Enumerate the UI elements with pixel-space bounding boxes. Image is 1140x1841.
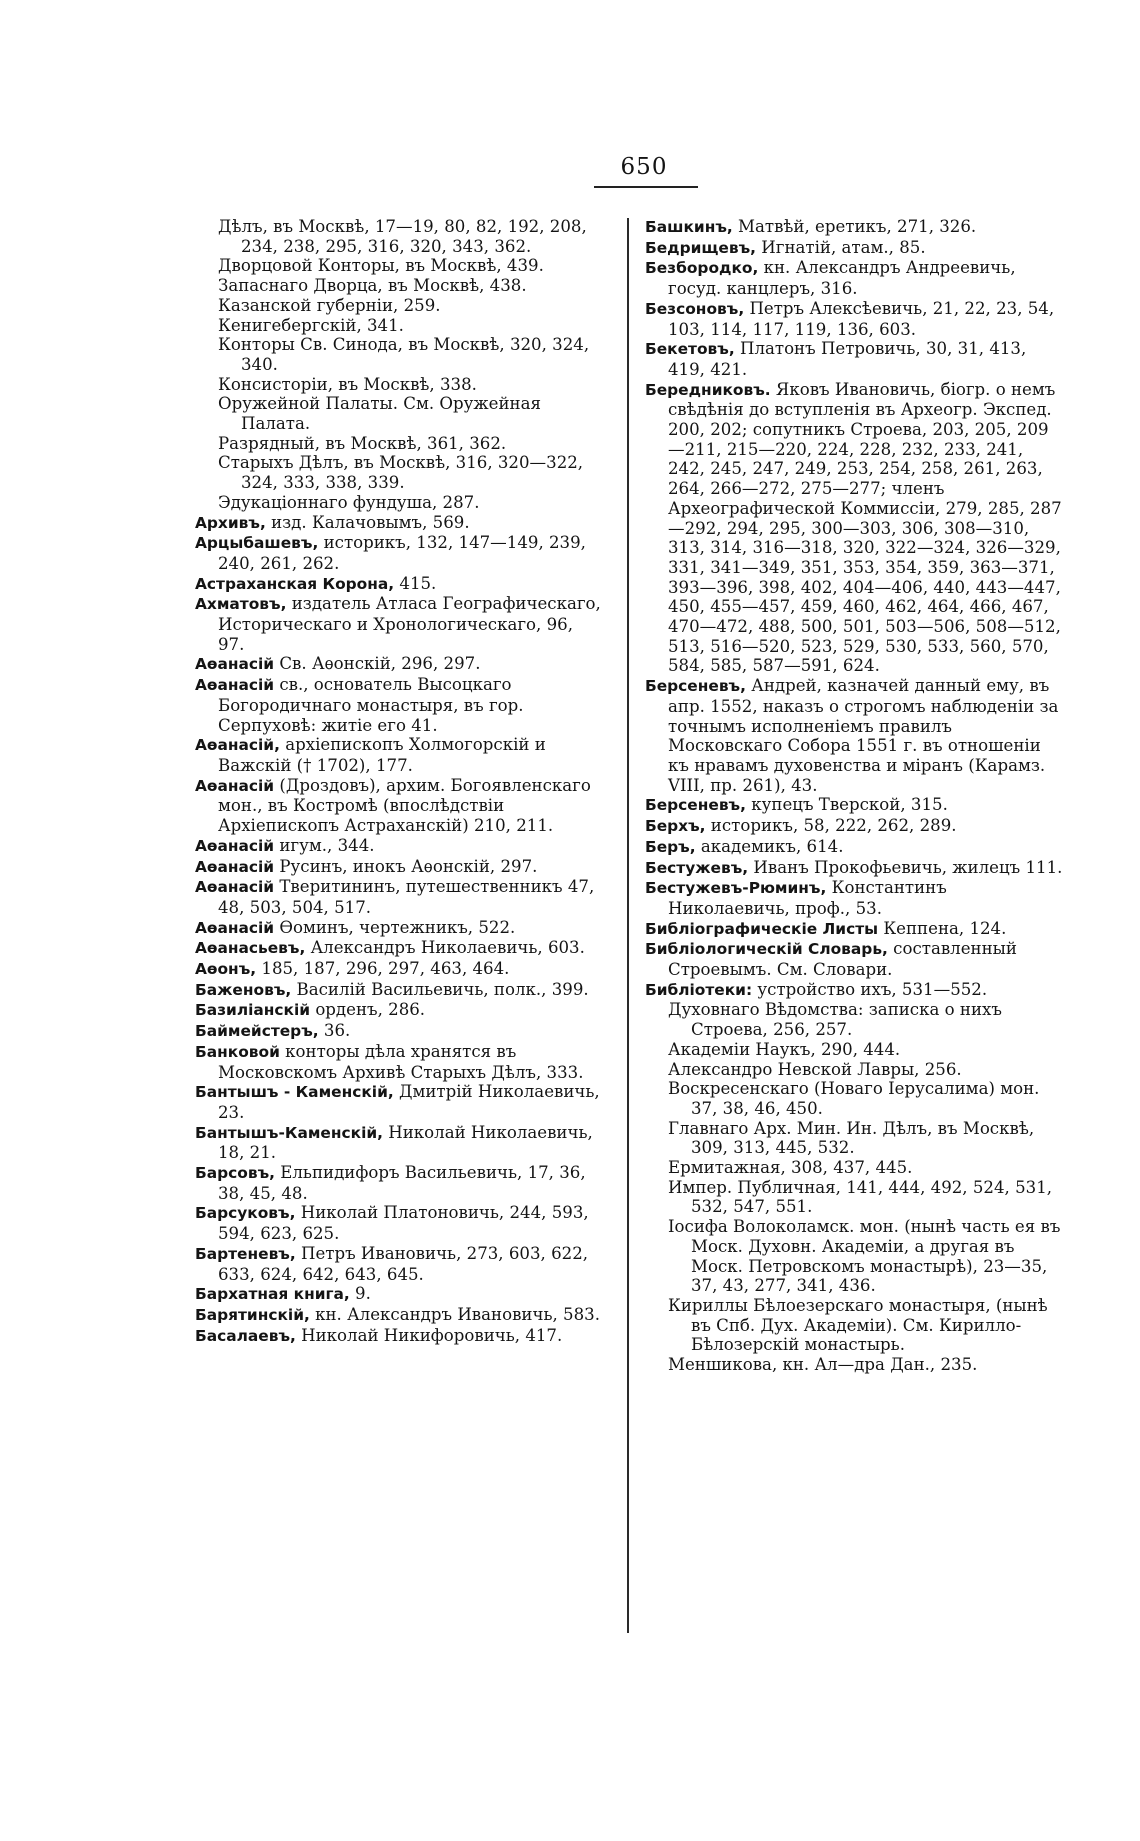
entry-text: Дворцовой Конторы, въ Москвѣ, 439. [218,256,544,276]
entry-headword: Аѳанасій [195,776,275,795]
index-entry [195,1284,601,1305]
entry-text: Матвѣй, еретикъ, 271, 326. [732,217,977,236]
index-entry [645,238,1065,259]
index-entry [195,1163,601,1203]
entry-headword: Базиліанскій [195,1001,311,1020]
entry-text: Ѳоминъ, чертежникъ, 522. [274,917,516,937]
entry-headword: Басалаевъ, [195,1326,296,1345]
index-entry [195,675,601,735]
entry-text: Меншикова, кн. Ал—дра Дан., 235. [668,1355,978,1375]
index-entry [195,594,601,654]
entry-text: Василій Васильевичь, полк., 399. [291,979,589,999]
index-entry [195,959,601,980]
index-entry [645,837,1065,858]
index-entry [645,258,1065,298]
entry-text: составленный Строевымъ. См. Словари. [668,939,1017,980]
index-entry [195,1305,601,1326]
index-column-right [645,217,1065,1375]
index-entry [645,939,1065,979]
entry-text: Главнаго Арх. Мин. Ин. Дѣлъ, въ Москвѣ, 309, 313, 445, 532. [668,1118,1035,1158]
column-divider [627,218,629,1633]
entry-text: издатель Атласа Географическаго, Историческаго и Хронологическаго, 96, 97. [218,594,601,654]
index-subentry [218,276,601,296]
index-entry [195,1203,601,1243]
index-entry [195,877,601,917]
entry-headword: Бантышъ-Каменскій, [195,1123,383,1142]
index-subentry [218,493,601,513]
entry-text: Старыхъ Дѣлъ, въ Москвѣ, 316, 320—322, 324, 333, 338, 339. [218,453,584,493]
entry-headword: Берхъ, [645,817,706,836]
entry-text: Духовнаго Вѣдомства: записка о нихъ Строева, 256, 257. [668,1000,1002,1040]
index-entry [195,1082,601,1122]
index-subentry [218,453,601,492]
index-subentry [668,1040,1065,1060]
entry-headword: Бестужевъ-Рюминъ, [645,879,827,898]
index-subentry [668,1119,1065,1158]
entry-text: Кенигебергскій, 341. [218,315,404,335]
index-subentry [668,1178,1065,1217]
entry-text: Конторы Св. Синода, въ Москвѣ, 320, 324, 340. [218,335,590,374]
entry-text: Дмитрій Николаевичь, 23. [218,1082,600,1122]
entry-headword: Бестужевъ, [645,858,749,877]
index-entry [645,380,1065,677]
entry-text: Яковъ Ивановичь, біогр. о немъ свѣдѣнія до вступленія въ Археогр. Экспед. 200, 202; сопутникъ Строева, 203, 205, 209—211, 215—220, 224, 228, 232, 233, 241, 242, 245, 247, 249, 253, 254, 258, 261, 263, 264, 266—272, 275—277; членъ Археографической Коммиссіи, 279, 285, 287—292, 294, 295, 300—303, 306, 308—310, 313, 314, 316—318, 320, 322—324, 326—329, 331, 341—349, 351, 353, 354, 359, 363—371, 393—396, 398, 402, 404—406, 440, 443—447, 450, 455—457, 459, 460, 462, 464, 466, 467, 470—472, 488, 500, 501, 503—506, 508—512, 513, 516—520, 523, 529, 530, 533, 560, 570, 584, 585, 587—591, 624. [668,379,1062,676]
entry-headword: Аѳонъ, [195,960,257,979]
entry-text: Петръ Алексѣевичь, 21, 22, 23, 54, 103, 114, 117, 119, 136, 603. [668,298,1055,339]
index-subentry [668,1060,1065,1080]
entry-text: изд. Калачовымъ, 569. [265,512,470,532]
index-entry [645,795,1065,816]
entry-headword: Аѳанасій [195,918,275,937]
entry-text: архіепископъ Холмогорскій и Важскій († 1702), 177. [218,735,546,775]
index-entry [645,858,1065,879]
index-entry [195,1000,601,1021]
entry-headword: Ахматовъ, [195,595,287,614]
index-entry [195,836,601,857]
page-number: 650 [620,154,668,180]
entry-text: Казанской губерніи, 259. [218,295,441,315]
entry-text: Иванъ Прокофьевичь, жилецъ 111. [748,857,1063,877]
entry-headword: Аѳанасій [195,878,275,897]
index-entry [645,339,1065,379]
entry-text: конторы дѣла хранятся въ Московскомъ Архивѣ Старыхъ Дѣлъ, 333. [218,1041,584,1082]
index-entry [645,919,1065,940]
entry-headword: Башкинъ, [645,218,733,236]
index-subentry [218,394,601,433]
index-subentry [668,1079,1065,1118]
entry-headword: Безсоновъ, [645,299,745,318]
entry-headword: Безбородко, [645,259,759,278]
entry-text: Академіи Наукъ, 290, 444. [668,1039,901,1059]
entry-text: 36. [318,1021,351,1041]
entry-text: св., основатель Высоцкаго Богородичнаго монастыря, въ гор. Серпуховѣ: житіе его 41. [218,675,524,735]
entry-text: Николай Никифоровичь, 417. [295,1325,563,1345]
header-rule [594,186,698,188]
entry-text: игум., 344. [274,835,375,855]
index-subentry [218,335,601,374]
entry-headword: Барсуковъ, [195,1204,296,1223]
index-subentry [218,375,601,395]
index-entry [195,938,601,959]
index-entry [195,735,601,775]
entry-text: академикъ, 614. [695,836,844,856]
index-entry [645,816,1065,837]
entry-text: Александро Невской Лавры, 256. [668,1059,962,1079]
entry-text: Консисторіи, въ Москвѣ, 338. [218,374,477,394]
entry-text: Разрядный, въ Москвѣ, 361, 362. [218,433,507,453]
index-entry [645,217,1065,238]
index-entry [195,533,601,573]
entry-text: Іосифа Волоколамск. мон. (нынѣ часть ея въ Моск. Духовн. Академіи, а другая въ Моск. Петровскомъ монастырѣ), 23—35, 37, 43, 277, 341, 436. [668,1217,1061,1296]
entry-headword: Библіологическій Словарь, [645,940,888,959]
entry-text: кн. Александръ Ивановичь, 583. [309,1304,600,1324]
index-subentry [668,1355,1065,1375]
entry-text: купецъ Тверской, 315. [745,795,948,815]
entry-headword: Бартеневъ, [195,1244,296,1263]
entry-text: Дѣлъ, въ Москвѣ, 17—19, 80, 82, 192, 208, 234, 238, 295, 316, 320, 343, 362. [218,217,587,256]
index-subentry [668,1217,1065,1296]
index-subentry [218,316,601,336]
entry-headword: Арцыбашевъ, [195,534,319,553]
entry-text: Ермитажная, 308, 437, 445. [668,1158,913,1178]
entry-headword: Берсеневъ, [645,677,746,696]
entry-text: историкъ, 58, 222, 262, 289. [705,816,957,836]
index-entry [195,857,601,878]
entry-headword: Библіотеки: [645,980,753,999]
index-subentry [218,434,601,454]
entry-text: устройство ихъ, 531—552. [752,979,988,999]
entry-text: Кеппена, 124. [878,918,1007,938]
entry-headword: Бередниковъ. [645,380,771,399]
entry-headword: Аѳанасьевъ, [195,939,306,958]
entry-text: 185, 187, 296, 297, 463, 464. [256,959,510,979]
entry-text: Константинъ Николаевичь, проф., 53. [668,878,947,918]
index-entry [195,1021,601,1042]
index-entry [195,574,601,595]
entry-headword: Бархатная книга, [195,1285,350,1304]
entry-text: (Дроздовъ), архим. Богоявленскаго мон., въ Костромѣ (впослѣдствіи Архіепископъ Астраханскій) 210, 211. [218,775,591,836]
index-entry [195,654,601,675]
entry-text: Андрей, казначей данный ему, въ апр. 1552, наказъ о строгомъ наблюденіи за точнымъ исполненіемъ правилъ Московскаго Собора 1551 г. въ отношеніи къ нравамъ духовенства и міранъ (Карамз. VIII, пр. 261), 43. [668,676,1059,795]
index-entry [645,676,1065,795]
entry-text: Тверитининъ, путешественникъ 47, 48, 503, 504, 517. [218,877,595,917]
entry-headword: Бантышъ - Каменскій, [195,1083,394,1102]
entry-headword: Архивъ, [195,513,266,532]
entry-text: Св. Аѳонскій, 296, 297. [274,654,481,674]
entry-text: Оружейной Палаты. См. Оружейная Палата. [218,394,541,434]
entry-headword: Астраханская Корона, [195,574,395,593]
index-entry [195,1042,601,1082]
index-column-left [195,217,601,1346]
entry-text: 9. [349,1284,371,1304]
index-subentry [668,1296,1065,1355]
entry-headword: Аѳанасій [195,676,275,695]
entry-text: Русинъ, инокъ Аѳонскій, 297. [274,856,538,876]
entry-headword: Аѳанасій [195,857,275,876]
index-entry [195,1123,601,1163]
index-entry [195,980,601,1001]
entry-text: Платонъ Петровичь, 30, 31, 413, 419, 421. [668,339,1027,379]
index-subentry [218,217,601,256]
index-entry [195,1326,601,1347]
entry-headword: Баймейстеръ, [195,1022,319,1041]
entry-text: орденъ, 286. [310,1000,426,1020]
index-entry [645,299,1065,339]
entry-text: Александръ Николаевичь, 603. [305,938,585,958]
entry-headword: Беръ, [645,837,696,856]
index-entry [195,513,601,534]
entry-text: кн. Александръ Андреевичь, госуд. канцлеръ, 316. [668,258,1016,299]
entry-headword: Баженовъ, [195,980,292,999]
entry-text: Эдукаціоннаго фундуша, 287. [218,492,480,512]
entry-headword: Банковой [195,1042,280,1061]
entry-text: историкъ, 132, 147—149, 239, 240, 261, 262. [218,533,586,573]
entry-text: Петръ Ивановичь, 273, 603, 622, 633, 624, 642, 643, 645. [218,1243,589,1284]
entry-headword: Аѳанасій [195,836,275,855]
entry-headword: Барсовъ, [195,1164,275,1183]
entry-text: Импер. Публичная, 141, 444, 492, 524, 531, 532, 547, 551. [668,1177,1053,1217]
entry-headword: Библіографическіе Листы [645,919,879,938]
index-entry [645,980,1065,1001]
entry-text: Николай Платоновичь, 244, 593, 594, 623, 625. [218,1203,589,1244]
index-subentry [218,296,601,316]
entry-text: Кириллы Бѣлоезерскаго монастыря, (нынѣ въ Спб. Дух. Академіи). См. Кирилло-Бѣлозерскій монастырь. [668,1295,1048,1355]
entry-headword: Бекетовъ, [645,340,735,359]
entry-text: Николай Николаевичь, 18, 21. [218,1122,593,1163]
index-entry [645,878,1065,918]
entry-text: Запаснаго Дворца, въ Москвѣ, 438. [218,276,527,296]
index-entry [195,918,601,939]
index-entry [195,776,601,836]
entry-text: Игнатій, атам., 85. [756,237,926,257]
index-subentry [218,256,601,276]
entry-text: 415. [394,573,437,593]
entry-headword: Барятинскій, [195,1305,310,1324]
entry-text: Ельпидифоръ Васильевичь, 17, 36, 38, 45, 48. [218,1163,586,1203]
index-entry [195,1244,601,1284]
entry-text: Воскресенскаго (Новаго Іерусалима) мон. 37, 38, 46, 450. [668,1079,1040,1118]
entry-headword: Бедрищевъ, [645,238,757,257]
index-subentry [668,1000,1065,1039]
entry-headword: Аѳанасій, [195,736,280,755]
entry-headword: Аѳанасій [195,655,275,674]
entry-headword: Берсеневъ, [645,796,746,815]
index-subentry [668,1158,1065,1178]
